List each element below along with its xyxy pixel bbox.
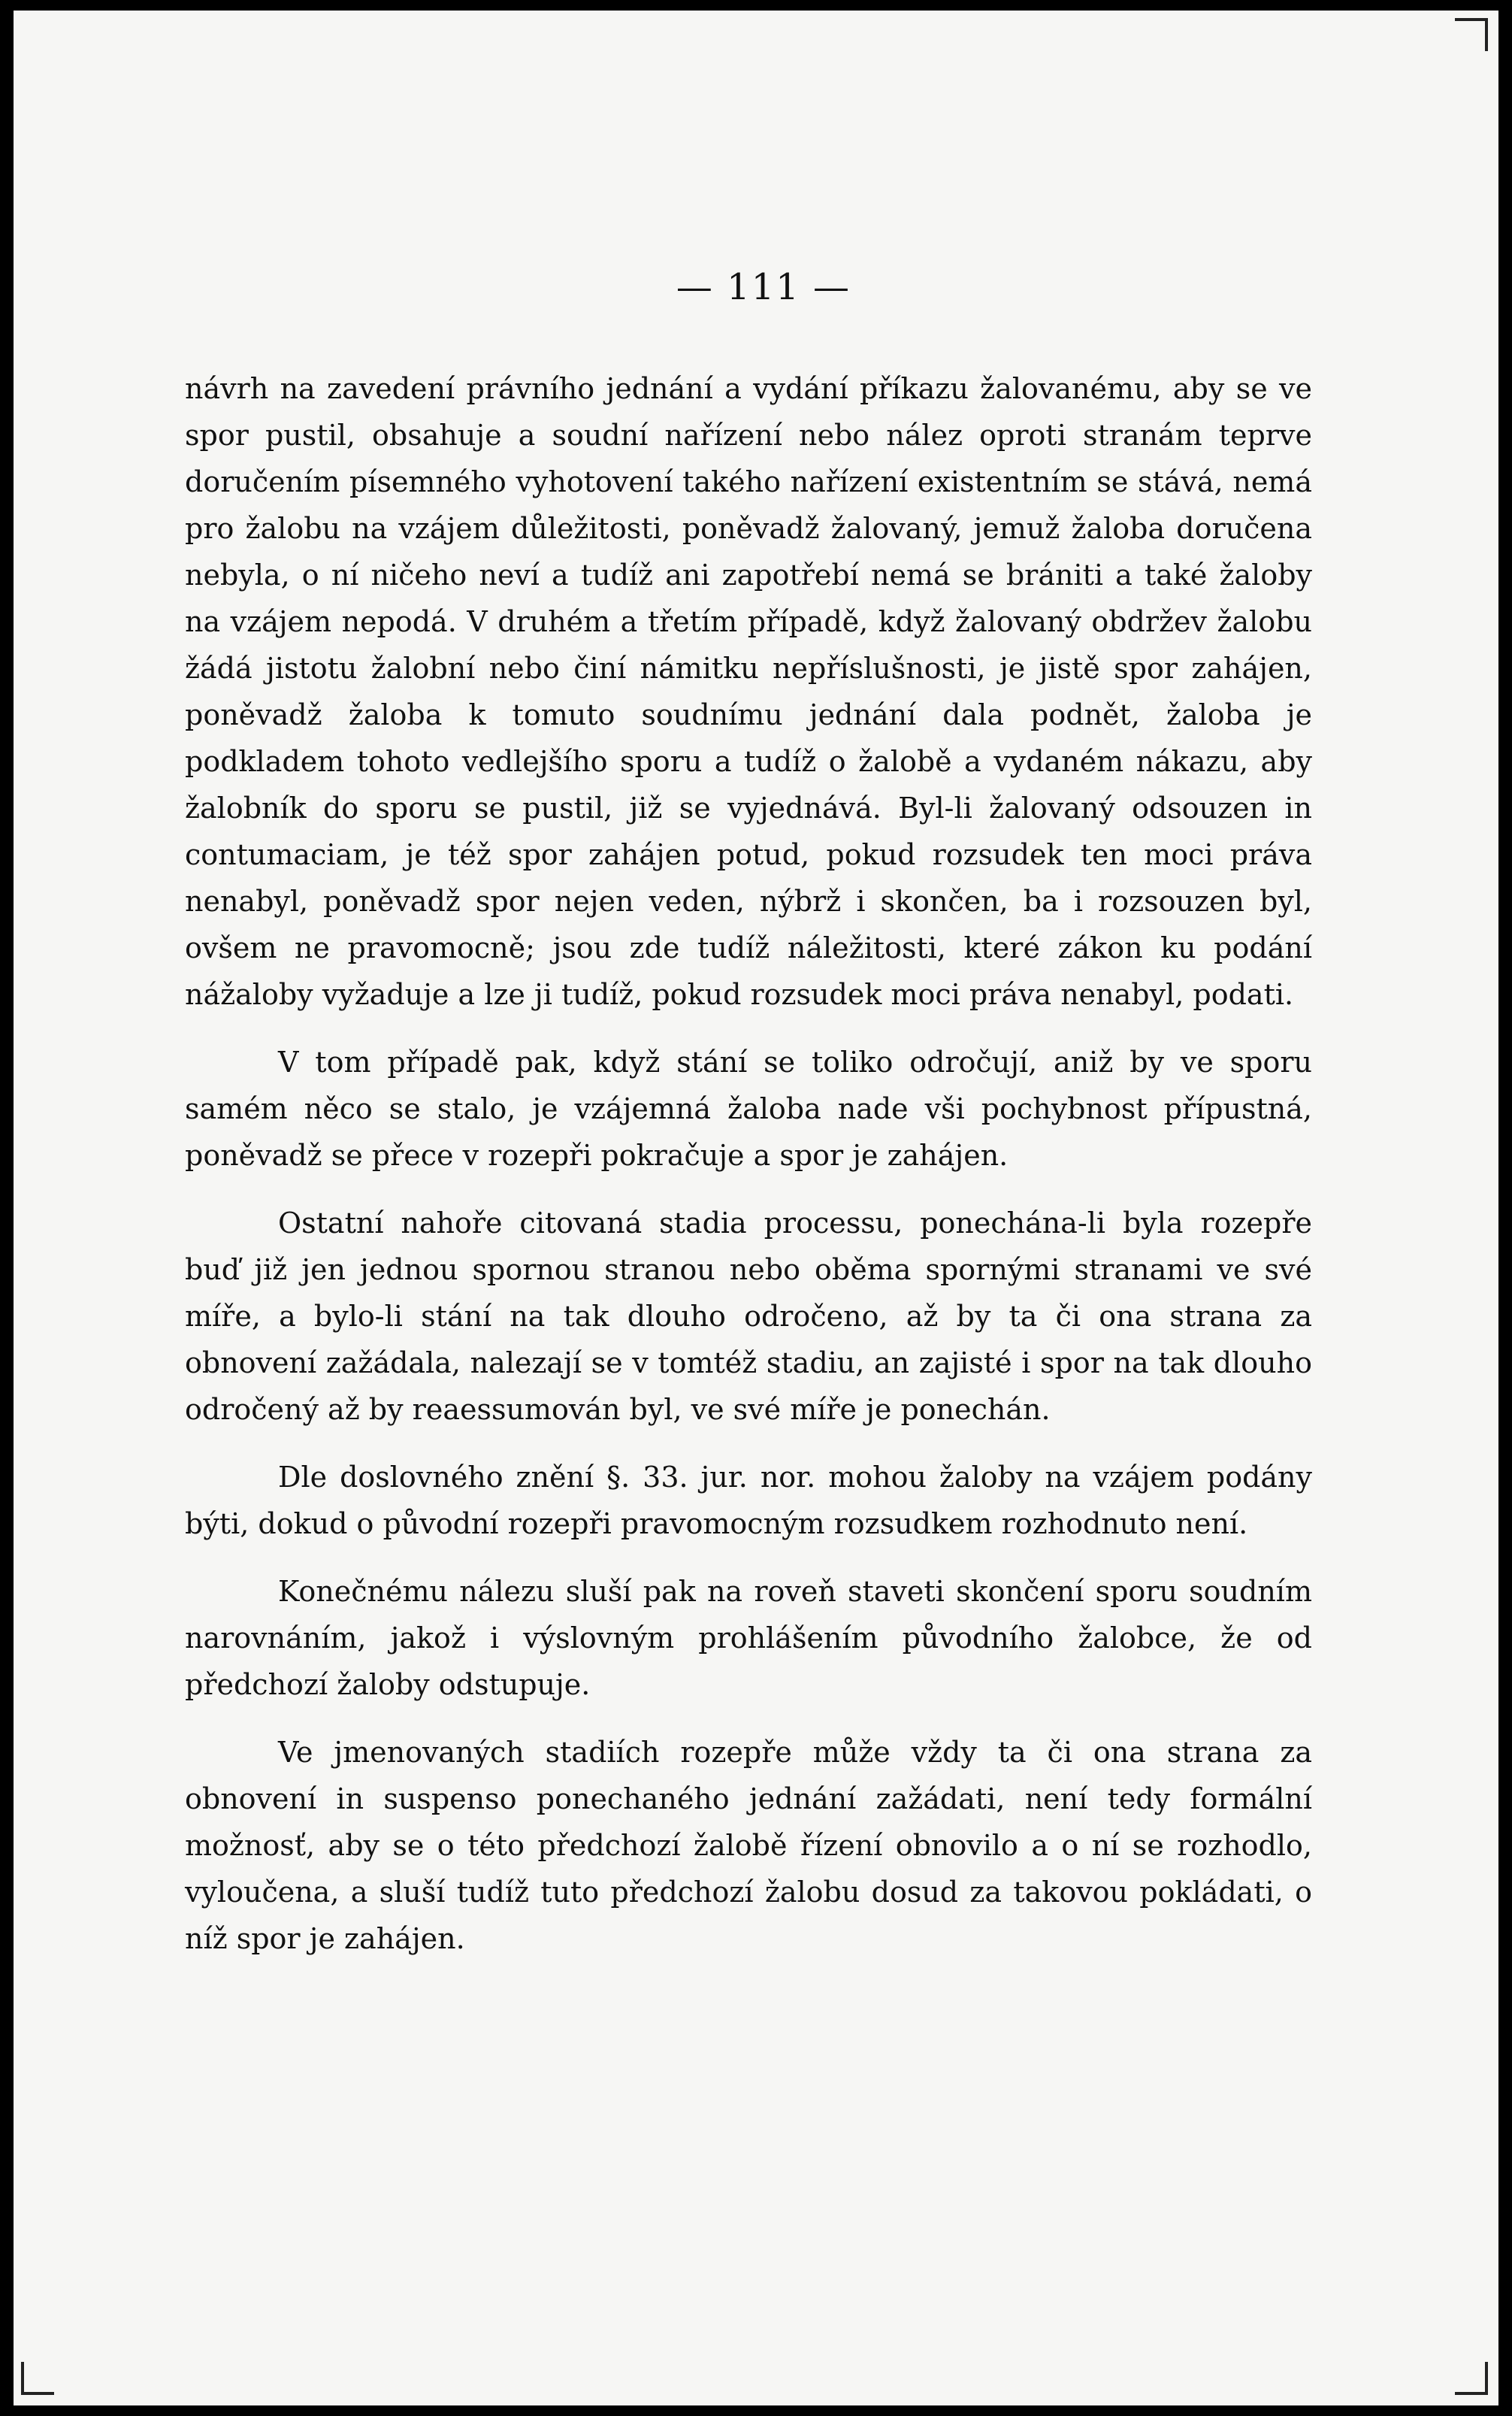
page-number: — 111 — — [676, 266, 851, 308]
paragraph-2: V tom případě pak, když stání se toliko odročují, aniž by ve sporu samém něco se stalo, je vzájemná žaloba nade vši pochybnost přípustná, poněvadž se přece v rozepři pokračuje a spor je zahájen. — [185, 1046, 1312, 1172]
paragraph-5: Konečnému nálezu sluší pak na roveň staveti skončení sporu soudním narovnáním, jakož i výslovným prohlášením původního žalobce, že od předchozí žaloby odstupuje. — [185, 1575, 1312, 1701]
paragraph-1: návrh na zavedení právního jednání a vydání příkazu žalovanému, aby se ve spor pustil, obsahuje a soudní nařízení nebo nález oproti stranám teprve doručením písemného vyhotovení takého nařízení existentním se stává, nemá pro žalobu na vzájem důležitosti, poněvadž žalovaný, jemuž žaloba doručena nebyla, o ní ničeho neví a tudíž ani zapotřebí nemá se brániti a také žaloby na vzájem nepodá. V druhém a třetím případě, když žalovaný obdržev žalobu žádá jistotu žalobní nebo činí námitku nepříslušnosti, je jistě spor zahájen, poněvadž žaloba k tomuto soudnímu jednání dala podnět, žaloba je podkladem tohoto vedlejšího sporu a tudíž o žalobě a vydaném nákazu, aby žalobník do sporu se pustil, již se vyjednává. Byl-li žalovaný odsouzen in contumaciam, je též spor zahájen potud, pokud rozsudek ten moci práva nenabyl, poněvadž spor nejen veden, nýbrž i skončen, ba i rozsouzen byl, ovšem ne pravomocně; jsou zde tudíž náležitosti, které zákon ku podání nážaloby vyžaduje a lze ji tudíž, pokud rozsudek moci práva nenabyl, podati. — [185, 372, 1312, 1011]
scan-corner-mark — [1455, 2362, 1488, 2395]
paragraph-4: Dle doslovného znění §. 33. jur. nor. mohou žaloby na vzájem podány býti, dokud o původní rozepři pravomocným rozsudkem rozhodnuto není. — [185, 1461, 1312, 1540]
page-content — [185, 265, 1312, 1983]
paragraph-3: Ostatní nahoře citovaná stadia processu, ponechána-li byla rozepře buď již jen jednou spornou stranou nebo oběma spornými stranami ve své míře, a bylo-li stání na tak dlouho odročeno, až by ta či ona strana za obnovení zažádala, nalezají se v tomtéž stadiu, an zajisté i spor na tak dlouho odročený až by reaessumován byl, ve své míře je ponechán. — [185, 1206, 1312, 1426]
book-page — [14, 11, 1498, 2405]
scan-corner-mark — [21, 2362, 54, 2395]
paragraph-6: Ve jmenovaných stadiích rozepře může vždy ta či ona strana za obnovení in suspenso ponechaného jednání zažádati, není tedy formální možnosť, aby se o této předchozí žalobě řízení obnovilo a o ní se rozhodlo, vyloučena, a sluší tudíž tuto předchozí žalobu dosud za takovou pokládati, o níž spor je zahájen. — [185, 1736, 1312, 1955]
scan-corner-mark — [1455, 18, 1488, 51]
